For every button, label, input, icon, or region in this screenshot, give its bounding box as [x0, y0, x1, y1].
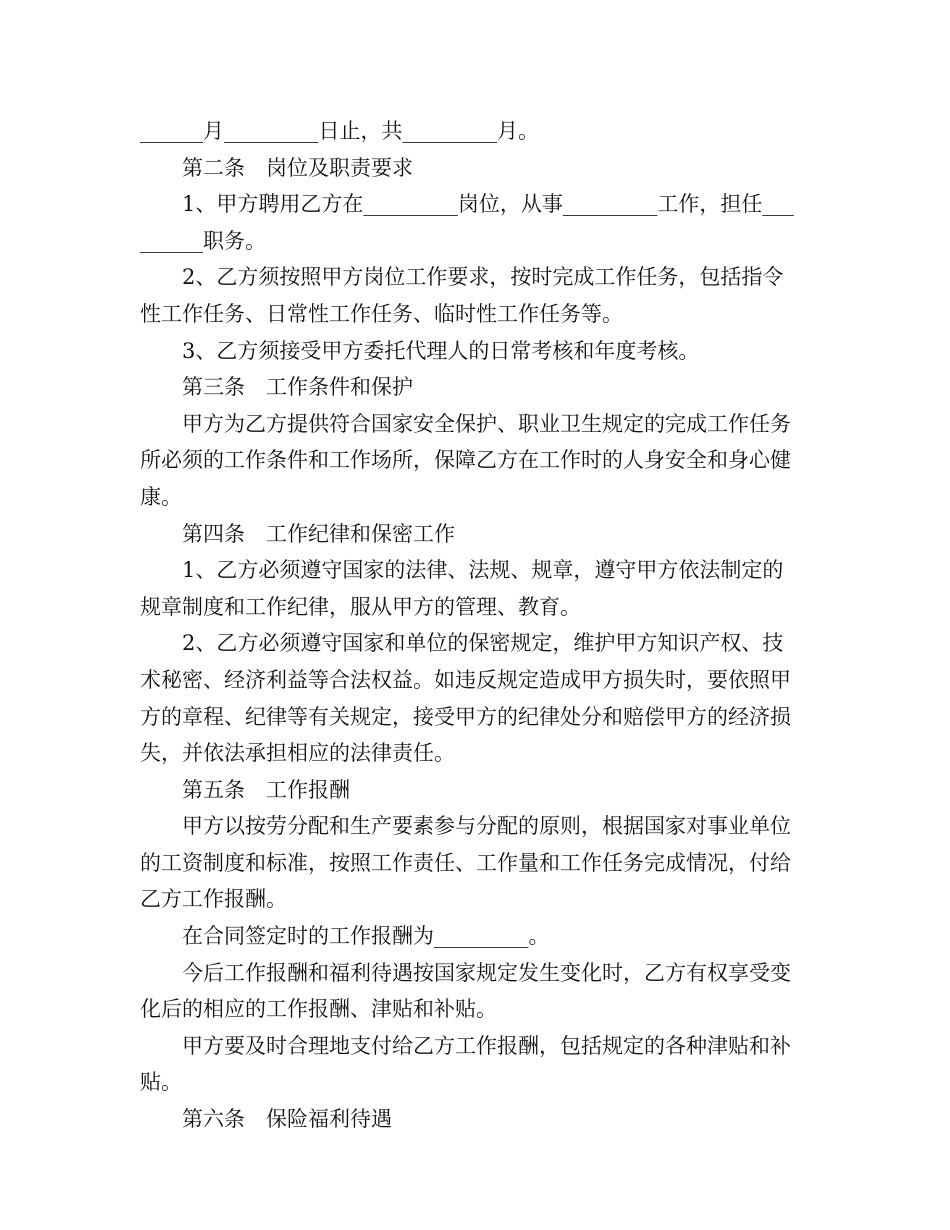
text-line: 化后的相应的工作报酬、津贴和补贴。: [140, 997, 497, 1022]
text-line: 2、乙方须按照甲方岗位工作要求，按时完成工作任务，包括指令: [182, 265, 784, 290]
text-line: 规章制度和工作纪律，服从甲方的管理、教育。: [140, 594, 581, 619]
text-line: 乙方工作报酬。: [140, 887, 287, 912]
text-line: 术秘密、经济利益等合法权益。如违反规定造成甲方损失时，要依照甲: [140, 667, 791, 692]
text-line: 第六条 保险福利待遇: [182, 1107, 392, 1132]
text-line: 今后工作报酬和福利待遇按国家规定发生变化时，乙方有权享受变: [182, 960, 791, 985]
text-line: 甲方以按劳分配和生产要素参与分配的原则，根据国家对事业单位: [182, 814, 791, 839]
text-line: 1、乙方必须遵守国家的法律、法规、规章，遵守甲方依法制定的: [182, 558, 784, 583]
text-line: 甲方要及时合理地支付给乙方工作报酬，包括规定的各种津贴和补: [182, 1033, 791, 1058]
text-line: 第二条 岗位及职责要求: [182, 155, 413, 180]
text-line: 1、甲方聘用乙方在_________岗位，从事_________工作，担任___: [182, 192, 794, 217]
text-line: 第五条 工作报酬: [182, 777, 350, 802]
text-line: 方的章程、纪律等有关规定，接受甲方的纪律处分和赔偿甲方的经济损: [140, 704, 791, 729]
document-body: [140, 113, 814, 1138]
text-line: 2、乙方必须遵守国家和单位的保密规定，维护甲方知识产权、技: [182, 631, 784, 656]
text-line: ______月_________日止，共_________月。: [140, 119, 539, 143]
text-line: ______职务。: [140, 228, 266, 253]
text-line: 甲方为乙方提供符合国家安全保护、职业卫生规定的完成工作任务: [182, 411, 791, 436]
text-line: 贴。: [140, 1070, 182, 1095]
text-line: 康。: [140, 484, 182, 509]
text-line: 性工作任务、日常性工作任务、临时性工作任务等。: [140, 301, 623, 326]
text-line: 的工资制度和标准，按照工作责任、工作量和工作任务完成情况，付给: [140, 850, 791, 875]
text-line: 所必须的工作条件和工作场所，保障乙方在工作时的人身安全和身心健: [140, 448, 791, 473]
text-line: 在合同签定时的工作报酬为_________。: [182, 924, 550, 949]
text-line: 第三条 工作条件和保护: [182, 375, 413, 400]
text-line: 3、乙方须接受甲方委托代理人的日常考核和年度考核。: [182, 338, 700, 363]
text-line: 第四条 工作纪律和保密工作: [182, 521, 455, 546]
text-line: 失，并依法承担相应的法律责任。: [140, 741, 455, 766]
